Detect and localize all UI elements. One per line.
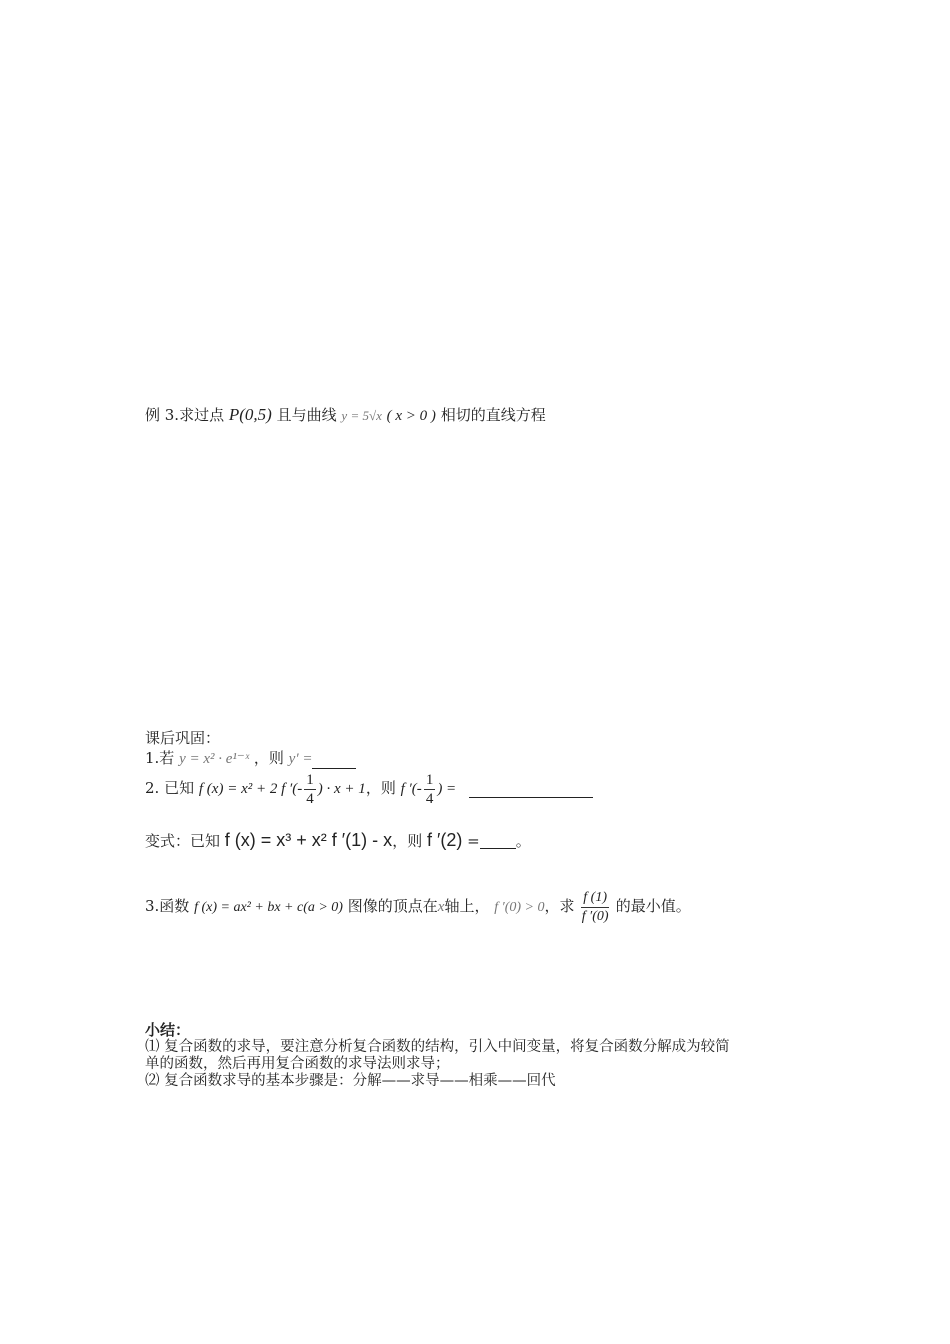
q3-expression: f (x) = ax² + bx + c(a > 0) bbox=[194, 900, 343, 915]
curve-condition: ( x > 0 ) bbox=[386, 408, 436, 424]
q2-ask-frac-den: 4 bbox=[425, 790, 434, 807]
question-1 bbox=[145, 748, 356, 769]
point-p: P(0,5) bbox=[228, 405, 272, 424]
q2-ask-close: ) = bbox=[437, 781, 457, 797]
practice-heading: 课后巩固： bbox=[145, 729, 221, 747]
variant-eq: = bbox=[467, 832, 480, 850]
question-2 bbox=[145, 768, 593, 809]
q2-label: 2. 已知 bbox=[145, 779, 195, 797]
q2-then: ，则 bbox=[365, 779, 396, 797]
q1-label: 1.若 bbox=[145, 749, 175, 767]
summary-heading: 小结： bbox=[145, 1021, 191, 1039]
q2-lhs: f (x) = x² + 2 f ′(- bbox=[198, 781, 303, 797]
q1-then: ，则 bbox=[253, 749, 284, 767]
example-3 bbox=[145, 405, 546, 426]
q2-rhs: ) · x + 1 bbox=[317, 781, 366, 797]
summary-point-1-line-2: 单的函数，然后再用复合函数的求导法则求导； bbox=[145, 1056, 450, 1072]
variant-end: 。 bbox=[515, 832, 531, 850]
q3-condition: f ′(0) > 0 bbox=[494, 900, 545, 915]
q3-text2: 轴上， bbox=[444, 897, 490, 915]
q2-ask: f ′(- bbox=[400, 781, 422, 797]
q3-frac-num: f (1) bbox=[581, 889, 609, 908]
q1-y-prime: y′ = bbox=[288, 751, 313, 767]
q2-frac-num: 1 bbox=[306, 771, 314, 788]
variant-answer-blank[interactable] bbox=[480, 834, 516, 849]
question-3 bbox=[145, 884, 691, 930]
example-3-prefix: 例 3.求过点 bbox=[145, 406, 225, 424]
q3-label: 3.函数 bbox=[145, 897, 190, 915]
q3-text4: 的最小值。 bbox=[615, 897, 691, 915]
q1-expression: y = x² · e¹⁻ˣ bbox=[179, 751, 250, 767]
q2-frac-den: 4 bbox=[306, 790, 314, 807]
summary-point-2: ⑵ 复合函数求导的基本步骤是：分解——求导——相乘——回代 bbox=[145, 1073, 556, 1089]
variant-ask: f ′(2) bbox=[426, 830, 463, 850]
curve-equation: y = 5√x bbox=[341, 408, 382, 423]
q2-ask-frac-num: 1 bbox=[425, 771, 434, 788]
example-3-mid: 且与曲线 bbox=[276, 406, 337, 424]
variant-label: 变式：已知 bbox=[145, 832, 221, 850]
q3-text3: ，求 bbox=[544, 897, 575, 915]
q2-fraction bbox=[304, 771, 316, 808]
q3-fraction bbox=[581, 889, 609, 926]
summary-point-1-line-1: ⑴ 复合函数的求导，要注意分析复合函数的结构，引入中间变量，将复合函数分解成为较简 bbox=[145, 1039, 730, 1055]
q3-frac-den: f ′(0) bbox=[581, 908, 609, 924]
q3-text1: 图像的顶点在 bbox=[347, 897, 438, 915]
variant-then: ，则 bbox=[392, 832, 423, 850]
q2-answer-blank[interactable] bbox=[469, 779, 593, 798]
q3-x-var: x bbox=[437, 899, 445, 915]
q1-answer-blank[interactable] bbox=[312, 748, 356, 769]
variant-expression: f (x) = x³ + x² f ′(1) - x bbox=[224, 830, 393, 850]
q2-ask-fraction bbox=[424, 771, 436, 808]
example-3-suffix: 相切的直线方程 bbox=[440, 406, 546, 424]
variant-question bbox=[145, 826, 531, 855]
